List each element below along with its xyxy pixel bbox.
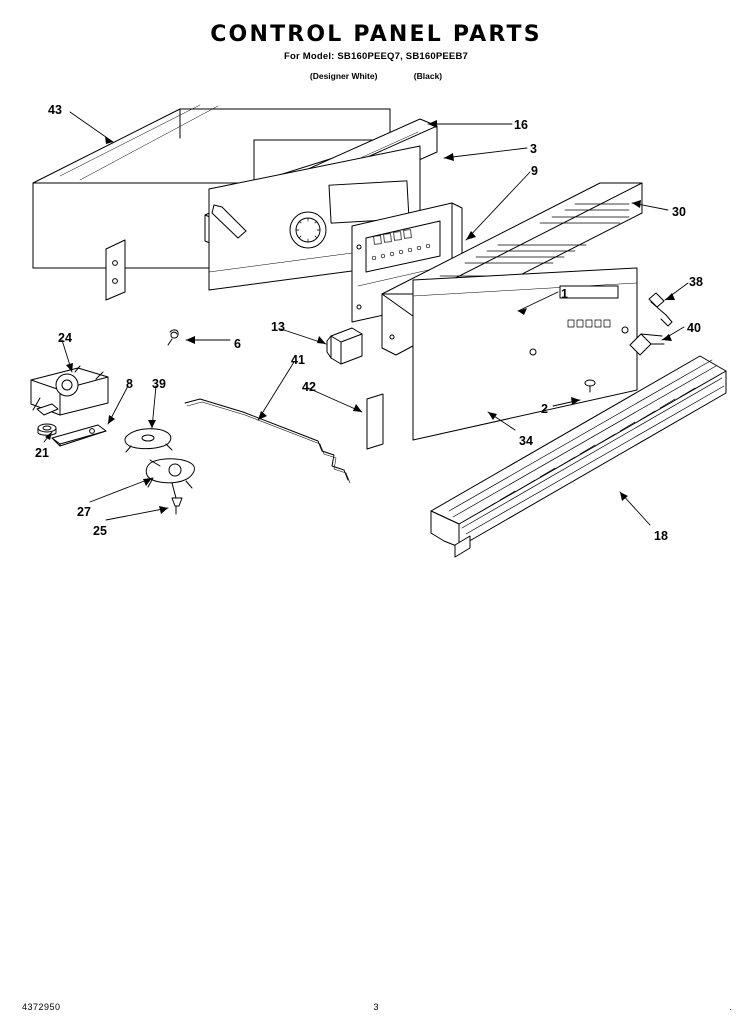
part-13-bracket	[327, 328, 362, 364]
callout-27: 27	[77, 505, 91, 519]
model-label: For Model:	[283, 51, 335, 62]
part-8-link-arm	[52, 425, 106, 446]
part-24-timer-motor	[31, 366, 108, 415]
part-21-washer	[38, 424, 56, 435]
callout-6: 6	[234, 337, 241, 351]
callout-42: 42	[302, 380, 316, 394]
part-6-spring-clip	[168, 330, 178, 345]
callout-18: 18	[654, 529, 668, 543]
model-numbers: SB160PEEQ7, SB160PEEB7	[337, 51, 468, 62]
callout-30: 30	[672, 205, 686, 219]
color-black: (Black)	[413, 71, 443, 81]
part-42-filler-strip	[367, 394, 383, 449]
page-number: 3	[373, 1002, 379, 1012]
callout-21: 21	[35, 446, 49, 460]
callout-3: 3	[530, 142, 537, 156]
part-41-rod-linkage	[185, 399, 350, 483]
part-25-screw	[172, 483, 182, 514]
part-27-switch-lever	[146, 459, 194, 488]
callout-1: 1	[561, 287, 568, 301]
callout-24: 24	[58, 331, 72, 345]
callout-8: 8	[126, 377, 133, 391]
corner-mark: .	[729, 1002, 732, 1012]
callout-39: 39	[152, 377, 166, 391]
callout-41: 41	[291, 353, 305, 367]
callout-16: 16	[514, 118, 528, 132]
callout-40: 40	[687, 321, 701, 335]
callout-38: 38	[689, 275, 703, 289]
callout-13: 13	[271, 320, 285, 334]
callout-43: 43	[48, 103, 62, 117]
callout-25: 25	[93, 524, 107, 538]
callout-34: 34	[519, 434, 533, 448]
page-title: CONTROL PANEL PARTS	[210, 22, 542, 47]
document-number: 4372950	[22, 1002, 61, 1012]
color-designer-white: (Designer White)	[309, 71, 378, 81]
callout-2: 2	[541, 402, 548, 416]
part-39-cam-plate	[125, 429, 172, 452]
callout-9: 9	[531, 164, 538, 178]
